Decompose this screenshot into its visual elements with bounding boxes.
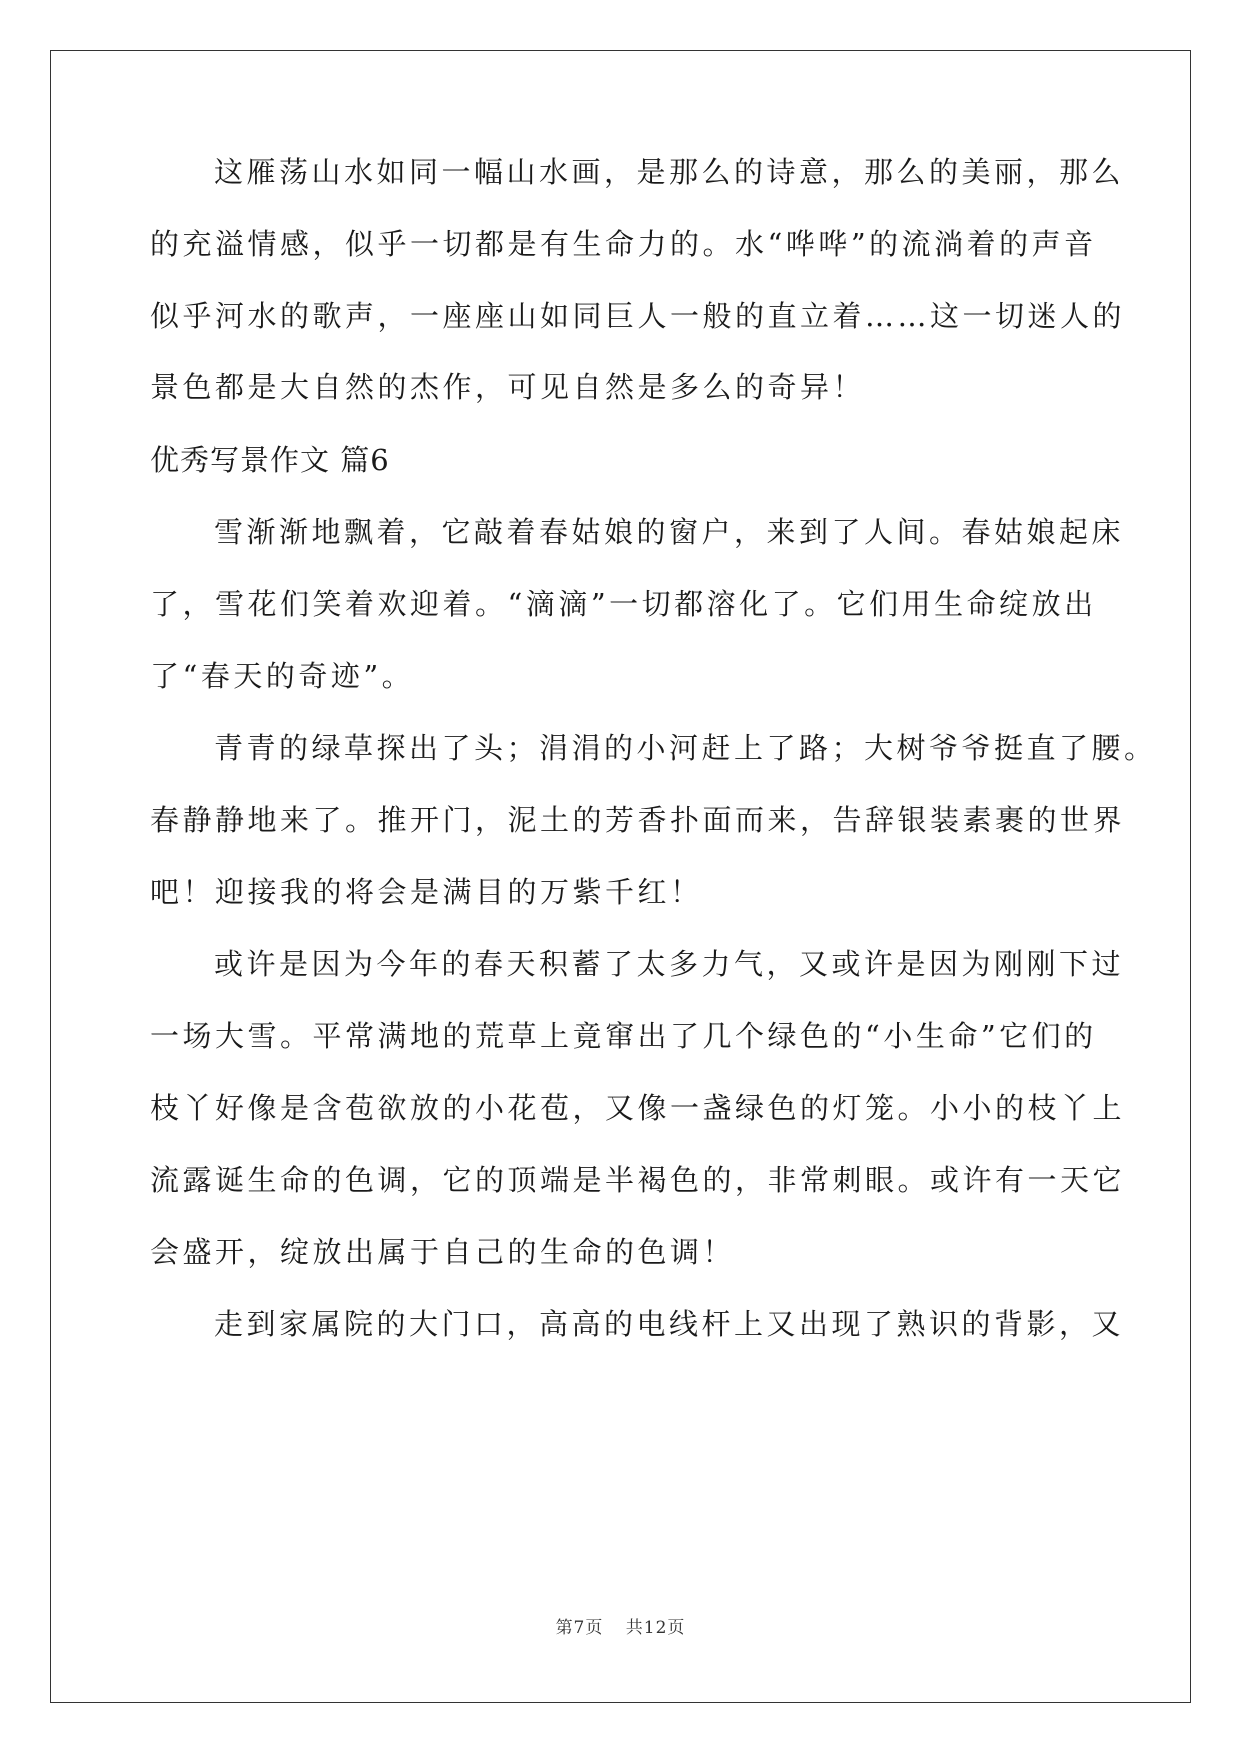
paragraph-5-line-1: 走到家属院的大门口，高高的电线杆上又出现了熟识的背影，又 — [214, 1307, 1125, 1341]
page-footer — [0, 1613, 1241, 1638]
section-heading: 优秀写景作文 篇6 — [150, 443, 390, 477]
current-page-label: 第7页 — [555, 1618, 604, 1638]
paragraph-2-line-3: 了“春天的奇迹”。 — [150, 659, 415, 693]
total-pages-label: 共12页 — [625, 1618, 686, 1638]
paragraph-4-line-1: 或许是因为今年的春天积蓄了太多力气，又或许是因为刚刚下过 — [214, 947, 1125, 981]
paragraph-1-line-3: 似乎河水的歌声，一座座山如同巨人一般的直立着……这一切迷人的 — [150, 299, 1126, 333]
paragraph-2-line-2: 了，雪花们笑着欢迎着。“滴滴”一切都溶化了。它们用生命绽放出 — [150, 587, 1097, 621]
paragraph-3-line-2: 春静静地来了。推开门，泥土的芳香扑面而来，告辞银装素裹的世界 — [150, 803, 1126, 837]
paragraph-1-line-1: 这雁荡山水如同一幅山水画，是那么的诗意，那么的美丽，那么 — [214, 155, 1125, 189]
paragraph-3-line-1: 青青的绿草探出了头；涓涓的小河赶上了路；大树爷爷挺直了腰。 — [214, 731, 1157, 765]
paragraph-4-line-3: 枝丫好像是含苞欲放的小花苞，又像一盏绿色的灯笼。小小的枝丫上 — [150, 1091, 1126, 1125]
paragraph-2-line-1: 雪渐渐地飘着，它敲着春姑娘的窗户，来到了人间。春姑娘起床 — [214, 515, 1125, 549]
paragraph-1-line-4: 景色都是大自然的杰作，可见自然是多么的奇异！ — [150, 370, 866, 404]
paragraph-3-line-3: 吧！迎接我的将会是满目的万紫千红！ — [150, 875, 703, 909]
paragraph-4-line-4: 流露诞生命的色调，它的顶端是半褐色的，非常刺眼。或许有一天它 — [150, 1163, 1126, 1197]
paragraph-4-line-5: 会盛开，绽放出属于自己的生命的色调！ — [150, 1235, 736, 1269]
paragraph-4-line-2: 一场大雪。平常满地的荒草上竟窜出了几个绿色的“小生命”它们的 — [150, 1019, 1097, 1053]
paragraph-1-line-2: 的充溢情感，似乎一切都是有生命力的。水“哗哗”的流淌着的声音 — [150, 227, 1097, 261]
